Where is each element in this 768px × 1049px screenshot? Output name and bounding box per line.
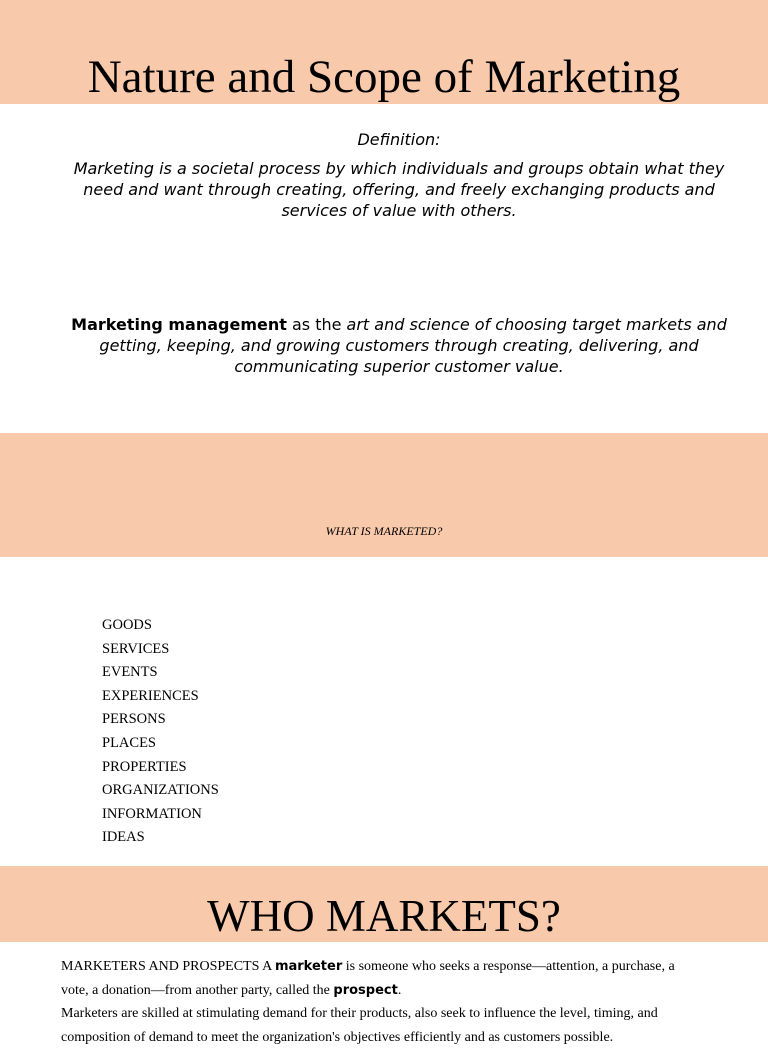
who-markets-heading: WHO MARKETS? bbox=[207, 891, 561, 941]
list-item: ORGANIZATIONS bbox=[102, 782, 219, 799]
what-is-marketed-heading: WHAT IS MARKETED? bbox=[325, 524, 443, 538]
definition-label: Definition: bbox=[357, 130, 441, 149]
list-item: PERSONS bbox=[102, 711, 166, 728]
list-item: IDEAS bbox=[102, 829, 145, 846]
list-item: SERVICES bbox=[102, 640, 170, 657]
list-item: PLACES bbox=[102, 734, 156, 751]
who-markets-body bbox=[61, 955, 701, 1049]
marketing-management-definition: art and science of choosing target markets and getting, keeping, and growing customers through creating, delivering, and communicating superior customer value. bbox=[99, 315, 727, 376]
list-item: EXPERIENCES bbox=[102, 687, 199, 704]
marketing-management-connector: as the bbox=[286, 315, 347, 334]
page-title: Nature and Scope of Marketing bbox=[87, 51, 681, 103]
marketers-paragraph bbox=[61, 955, 701, 1002]
marketed-items-list bbox=[102, 615, 219, 851]
paragraph-text: . bbox=[397, 982, 402, 998]
list-item: EVENTS bbox=[102, 664, 158, 681]
marketing-management-paragraph bbox=[54, 314, 744, 377]
marketing-management-term: Marketing management bbox=[71, 315, 287, 334]
list-item: GOODS bbox=[102, 617, 152, 633]
list-item: PROPERTIES bbox=[102, 758, 187, 775]
demand-paragraph: Marketers are skilled at stimulating demand for their products, also seek to influence the level, timing, and composition of demand to meet the organization's objectives efficiently and as customers possible. bbox=[61, 1006, 658, 1045]
prospect-term: prospect bbox=[333, 982, 398, 998]
list-item: INFORMATION bbox=[102, 805, 202, 822]
paragraph-text: is someone who seeks a response—attention, a purchase, a vote, a donation—from another party, called the bbox=[61, 959, 675, 998]
definition-text: Marketing is a societal process by which individuals and groups obtain what they need and want through creating, offering, and freely exchanging products and services of value with others. bbox=[73, 159, 725, 220]
marketer-term: marketer bbox=[274, 959, 343, 974]
paragraph-text: MARKETERS AND PROSPECTS A bbox=[61, 959, 275, 974]
